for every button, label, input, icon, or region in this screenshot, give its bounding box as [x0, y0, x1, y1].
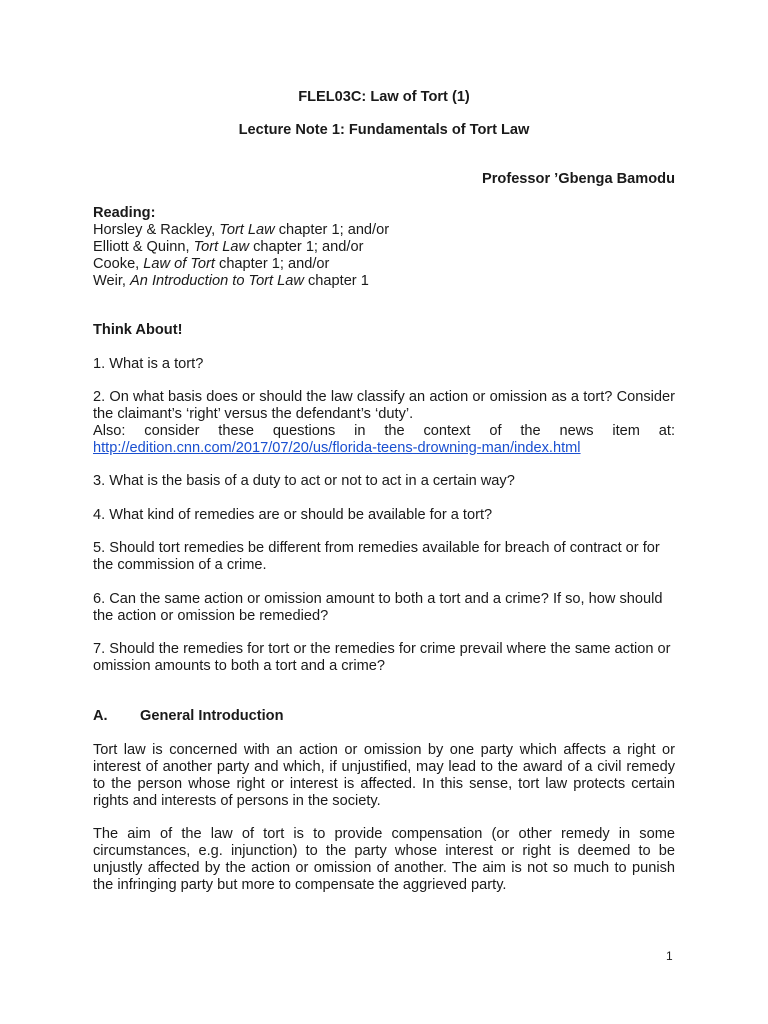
reading-section	[93, 205, 675, 290]
question-2-also: Also: consider these questions in the context of the news item at:	[93, 423, 675, 439]
lecture-title: Lecture Note 1: Fundamentals of Tort Law	[238, 122, 530, 138]
question-4: 4. What kind of remedies are or should be available for a tort?	[93, 507, 493, 523]
reading-item: Elliott & Quinn, Tort Law chapter 1; and/or	[93, 239, 364, 255]
think-about-heading: Think About!	[93, 322, 183, 338]
section-a-heading	[93, 708, 675, 725]
news-item-link[interactable]: http://edition.cnn.com/2017/07/20/us/florida-teens-drowning-man/index.html	[93, 440, 581, 456]
section-a-letter: A.	[93, 708, 108, 724]
section-a-paragraph-1: Tort law is concerned with an action or omission by one party which affects a right or interest of another party and which, if unjustified, may lead to the award of a civil remedy to the person whose right or interest is affected. In this sense, tort law protects certain rights and interests of persons in the society.	[93, 742, 675, 809]
section-a-paragraph-2: The aim of the law of tort is to provide compensation (or other remedy in some circumstances, e.g. injunction) to the party whose interest or right is deemed to be unjustly affected by the action or omission of another. The aim is not so much to punish the infringing party but more to compensate the aggrieved party.	[93, 826, 675, 893]
page-number: 1	[666, 949, 673, 963]
section-a-title: General Introduction	[140, 708, 284, 724]
professor-name: Professor ’Gbenga Bamodu	[482, 171, 675, 187]
reading-item: Horsley & Rackley, Tort Law chapter 1; and/or	[93, 222, 390, 238]
reading-heading: Reading:	[93, 205, 156, 221]
question-1: 1. What is a tort?	[93, 356, 204, 372]
question-6: 6. Can the same action or omission amount to both a tort and a crime? If so, how should the action or omission be remedied?	[93, 591, 663, 624]
course-title: FLEL03C: Law of Tort (1)	[298, 89, 470, 105]
reading-item: Weir, An Introduction to Tort Law chapter 1	[93, 273, 369, 289]
question-5: 5. Should tort remedies be different from remedies available for breach of contract or for the commission of a crime.	[93, 540, 660, 573]
question-7: 7. Should the remedies for tort or the remedies for crime prevail where the same action or omission amounts to both a tort and a crime?	[93, 641, 671, 674]
question-2-text: 2. On what basis does or should the law classify an action or omission as a tort? Consider the claimant’s ‘right’ versus the defendant’s ‘duty’.	[93, 389, 675, 422]
question-3: 3. What is the basis of a duty to act or not to act in a certain way?	[93, 473, 515, 489]
question-2	[93, 389, 675, 457]
reading-item: Cooke, Law of Tort chapter 1; and/or	[93, 256, 330, 272]
